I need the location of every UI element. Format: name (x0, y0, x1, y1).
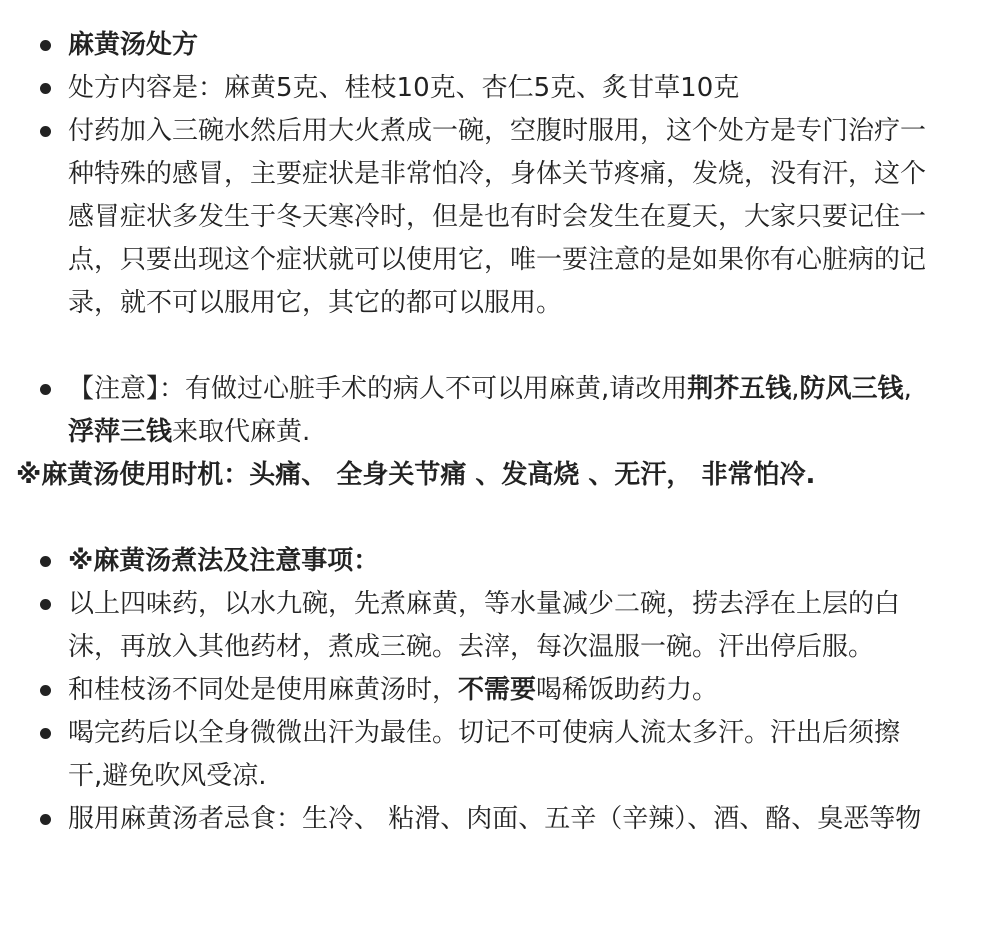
list-item (0, 24, 982, 67)
spacer (0, 325, 982, 368)
bullet-icon (40, 556, 51, 567)
preparation-step: 以上四味药，以水九碗，先煮麻黄，等水量减少二碗，捞去浮在上层的白沫，再放入其他药材，煮成三碗。去滓，每次温服一碗。汗出停后服。 (68, 589, 901, 662)
bullet-icon (40, 83, 51, 94)
note-separator: , (903, 374, 912, 404)
preparation-list (0, 540, 982, 841)
bullet-icon (40, 814, 51, 825)
preparation-step-prefix: 和桂枝汤不同处是使用麻黄汤时， (68, 675, 459, 705)
bullet-icon (40, 384, 51, 395)
bullet-icon (40, 685, 51, 696)
note-herb-fuping: 浮萍三钱 (68, 417, 173, 447)
prescription-title: 麻黄汤处方 (68, 30, 199, 60)
list-item (0, 368, 982, 454)
prescription-ingredients: 处方内容是：麻黄5克、桂枝10克、杏仁5克、炙甘草10克 (68, 73, 740, 103)
preparation-step-suffix: 喝稀饭助药力。 (536, 675, 719, 705)
note-separator: , (791, 374, 800, 404)
list-item (0, 798, 982, 841)
preparation-step: 喝完药后以全身微微出汗为最佳。切记不可使病人流太多汗。汗出后须擦干,避免吹风受凉. (68, 718, 901, 791)
usage-timing: ※麻黄汤使用时机：头痛、 全身关节痛 、发高烧 、无汗， 非常怕冷. (16, 460, 816, 490)
preparation-title: ※麻黄汤煮法及注意事项： (68, 546, 380, 576)
list-item (0, 110, 982, 325)
spacer (0, 497, 982, 540)
bullet-icon (40, 728, 51, 739)
dietary-restrictions: 服用麻黄汤者忌食：生冷、 粘滑、肉面、五辛（辛辣）、酒、酪、臭恶等物 (68, 804, 922, 834)
bullet-icon (40, 599, 51, 610)
bullet-icon (40, 40, 51, 51)
note-list (0, 368, 982, 454)
prescription-usage: 付药加入三碗水然后用大火煮成一碗，空腹时服用，这个处方是专门治疗一种特殊的感冒，主要症状是非常怕冷，身体关节疼痛，发烧，没有汗，这个感冒症状多发生于冬天寒冷时，但是也有时会发生在夏天，大家只要记住一点，只要出现这个症状就可以使用它，唯一要注意的是如果你有心脏病的记录，就不可以服用它，其它的都可以服用。 (68, 116, 927, 318)
prescription-list (0, 24, 982, 325)
note-herb-jingjie: 荆芥五钱 (687, 374, 792, 404)
list-item (0, 669, 982, 712)
bullet-icon (40, 126, 51, 137)
note-suffix: 来取代麻黄. (172, 417, 311, 447)
list-item (0, 540, 982, 583)
note-prefix: 【注意】：有做过心脏手术的病人不可以用麻黄,请改用 (68, 374, 688, 404)
article-body (0, 24, 982, 841)
list-item (0, 583, 982, 669)
list-item (0, 67, 982, 110)
note-herb-fangfeng: 防风三钱 (799, 374, 904, 404)
list-item (0, 712, 982, 798)
preparation-step-emphasis: 不需要 (458, 675, 537, 705)
